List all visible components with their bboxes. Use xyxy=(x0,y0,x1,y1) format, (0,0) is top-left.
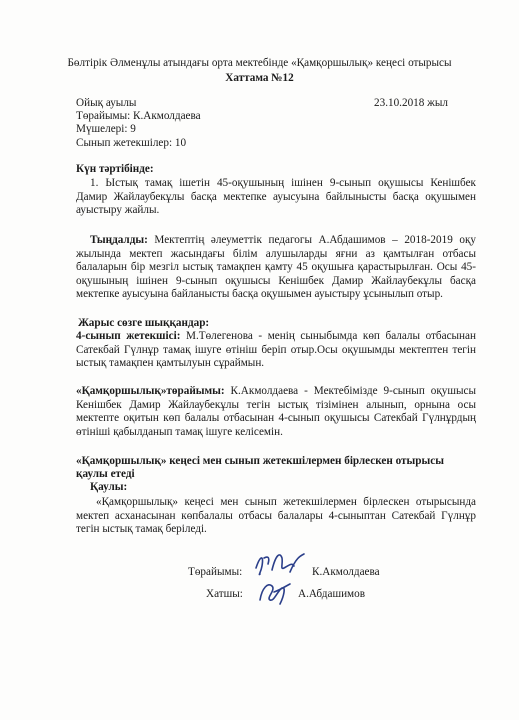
heard-label: Тыңдалды: xyxy=(90,234,148,246)
speakers-label: 4-сынып жетекшісі: xyxy=(76,330,181,342)
heard-text: Мектептің әлеуметтік педагогы А.Абдашимов – 2018-2019 оқу жылында мектеп жасындағы білім алушыларды яғни аз қамтылған отбасы балаларын бір мезгіл ыстық тамақпен қамту 45 оқушыға қарастырылған. Осы 45-оқушының ішінен 9-сынып оқушысы Кенішбек Дамир Жайлаубекұлы басқа мектепке ауысуына байланысты басқа оқушымен ауыстыру ұсынылып отыр. xyxy=(76,234,476,301)
meeting-date: 23.10.2018 жыл xyxy=(374,97,448,109)
resolution-heading-line-1: «Қамқоршылық» кеңесі мен сынып жетекшілермен бірлескен отырысы xyxy=(76,455,444,467)
document-heading: Бөлтірік Әлменұлы атындағы орта мектебінде «Қамқоршылық» кеңесі отырысы xyxy=(67,57,452,69)
chair-statement-text: К.Акмолдаева - Мектебімізде 9-сынып оқушысы Кенішбек Дамир Жайлаубекұлы тегін ыстық тізімінен алынып, орнына осы мектепте оқитын көп балалы отбасынан 4-сынып оқушысы Сатекбай Гүлнұрдың өтініші қабылданып тамақ ішуге келісемін. xyxy=(76,385,476,438)
members-line: Мүшелері: 9 xyxy=(76,123,136,135)
signature-name-chair: К.Акмолдаева xyxy=(312,566,380,578)
signature-role-chair: Төрайымы: xyxy=(188,566,243,578)
secretary-handwritten-signature xyxy=(254,576,294,608)
speakers-heading: Жарыс сөзге шыққандар: xyxy=(78,317,210,329)
document-title: Хаттама №12 xyxy=(225,72,294,84)
agenda-heading: Күн тәртібінде: xyxy=(76,163,154,175)
chair-statement-label: «Қамқоршылық»төрайымы: xyxy=(76,385,225,397)
teachers-line: Сынып жетекшілер: 10 xyxy=(76,137,187,149)
agenda-item: 1. Ыстық тамақ ішетін 45-оқушының ішінен 9-сынып оқушысы Кенішбек Дамир Жайлаубекұлы басқа мектепке ауысуына байлынысты басқа оқушымен ауыстыру жайлы. xyxy=(76,177,476,217)
signature-role-secretary: Хатшы: xyxy=(206,588,243,600)
speakers-paragraph xyxy=(76,330,476,371)
meeting-place: Ойық ауылы xyxy=(76,97,137,109)
resolution-label: Қаулы: xyxy=(90,481,128,493)
resolution-heading-line-2: қаулы етеді xyxy=(76,468,135,480)
resolution-text: «Қамқоршылық» кеңесі мен сынып жетекшілермен бірлескен отырысында мектеп асханасынан көпбалалы отбасы балалары 4-сыныптан Сатекбай Гүлнұр тегін ыстық тамақ беріледі. xyxy=(76,496,476,536)
chair-statement-paragraph xyxy=(76,385,476,439)
chair-line: Төрайымы: К.Акмолдаева xyxy=(76,110,201,122)
speakers-text: М.Төлегенова - менің сыныбымда көп балалы отбасынан Сатекбай Гүлнұр тамақ ішуге өтініш беріп отыр.Осы оқушымды мектептен тегін ыстық тамақпен қамтылуын сұраймын. xyxy=(76,330,476,370)
heard-paragraph xyxy=(76,234,476,302)
signature-name-secretary: А.Абдашимов xyxy=(298,588,366,600)
